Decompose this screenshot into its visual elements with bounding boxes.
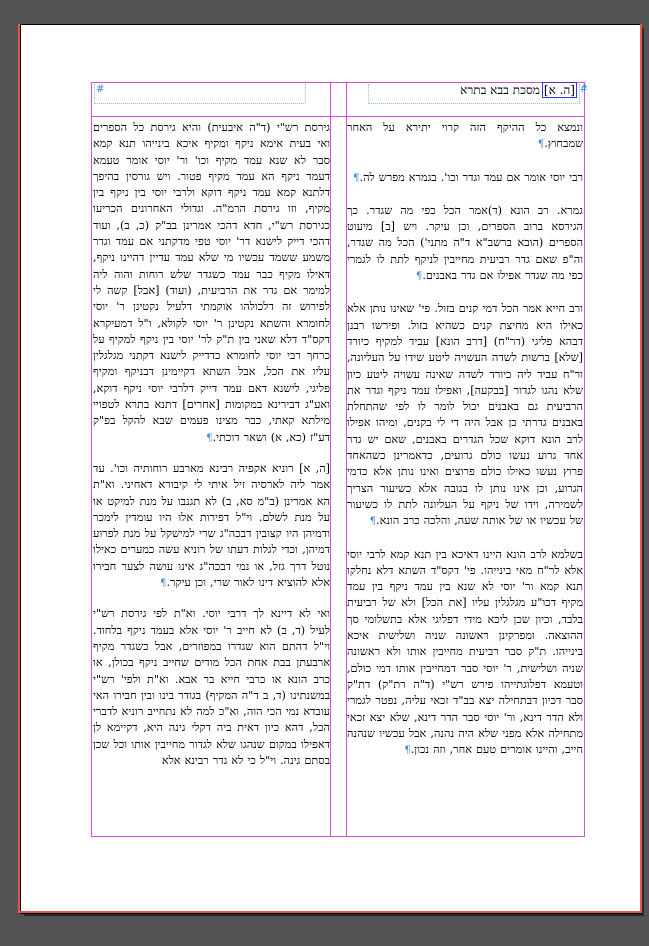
bleed-guide-bottom — [18, 911, 642, 913]
pilcrow-icon: ¶ — [160, 578, 167, 590]
paragraph: רבי יוסי אומר אם עמד וגדר וכו'. בגמרא מפרש לה.¶ — [353, 170, 583, 184]
text-column-right[interactable] — [347, 120, 583, 820]
pilcrow-icon: ¶ — [537, 139, 545, 151]
column-guide-left — [330, 82, 331, 836]
paragraph: גמרא. רב הונא (ד)אמר הכל כפי מה שגדר. כך הגירסא ברוב הספרים, וכן עיקר. ויש [ב] מיעוט הספרים (הובא ברשב"א ד"ה מתני') הכל מה שגדר, וה"פ שאם גדר רביעית מחייבין לניקף לתת לו לגמרי כפי מה שגדר אפילו אם גדר באבנים.¶ — [347, 203, 583, 283]
running-header-title — [460, 83, 577, 97]
paragraph: בשלמא לרב הונא היינו דאיכא בין תנא קמא לרבי יוסי אלא לר"ח מאי בינייהו. פי' דקס"ד השתא דלא נחלקו תנא קמא ור' יוסי לא שנא בין עמד ניקף בין עמד מקיף דכו"ע מגלגלין עליו [את הכל] ולא של רביעית בלבד, וכיון שכן ליכא מידי דפליגי אלא בתשלומי סך ההוצאה. ומפרקינן ראשונה שניה ושלישית איכא בינייהו. ת"ק סבר רביעית מחייבין אותו ולא ראשונה שניה ושלישית, ר' יוסי סבר דמחייבין אותו דמי כולם, וטעמא דפלוגתייהו פירש רש"י (ד"ה רת"ק) דת"ק סבר דכיון דבתחילה יצא בב"ד זכאי עליה, נפטר לגמרי ולא הדר דינא, ור' יוסי סבר הדר דינא, שלא יצא זכאי מתחילה אלא מפני שלא היה נהנה, אבל עכשיו שנהנה חייב, והיינו אומרים טעם אחר, וזה נכון.¶ — [347, 547, 583, 757]
paragraph: ורב חייא אמר הכל דמי קנים בזול. פי' שאינו נותן אלא כאילו היא מחיצת קנים כשהיא בזול. ופירשו רבנן דבהא פליגי (דר"ח) [דרב הונא] עביד למקיף כיורד [שלא] ברשות לשדה העשויה ליטע שידו על העליונה, ור"ח עביד ליה כיורד לשדה שאינה עשויה ליטע כיון שלא נהגו לגדור [בבקעה], ואפילו עמד ניקף וגדר את הרביעית גם באבנים יכול לומר לו לפי שהתחלת באבנים גדרתי כן אבל היה די לי בקנים, ומיהו אפילו לרב הונא דוקא שכל הגדרים באבנים, שאם יש גדר אחד גרוע נעשו כולם גרועים, כדאמרינן כשהאחד פרוץ נעשו כאילו כולם פרוצים ואינו נותן אלא כדמי הגרוע, וכן אינו נותן לו בגובה אלא כשיעור הצריך לשמירה, וידו של ניקף על העליונה לתת לו כשיעור של עכשיו או של אותה שעה, והלכה כרב הונא.¶ — [347, 302, 583, 528]
paragraph: [ה, א] רוניא אקפיה רבינא מארבע רוחותיה וכו'. עד אמר ליה לארסיה זיל איתי לי קיבורא דאחיני. וא"ת הא אמרינן (ב"מ סא, ב) לא תגנבו על מנת למיקט או על מנת לשלם. וי"ל דפירות אלו היו עומדין לימכר ודמיהן היו קצובין דבכה"ג שרי למישקל על מנת לפרוע דמיהן, וכדי לגלות דעתו של רוניא עשה כמערים כאילו נוטל דרך גזל, או נמי דבכה"ג אינו עושה לצער חבירו אלא להוציא דינו לאור שרי, וכן עיקר.¶ — [93, 461, 330, 590]
text-column-left[interactable] — [93, 120, 330, 820]
pilcrow-icon: ¶ — [353, 172, 360, 184]
bleed-guide-left — [18, 24, 20, 912]
folio-marker: [ה. א] — [543, 83, 575, 97]
pilcrow-icon: ¶ — [206, 432, 213, 444]
margin-guide-bottom — [91, 836, 585, 837]
tractate-name: מסכת בבא בתרא — [460, 83, 540, 97]
paragraph: גירסת רש"י (ד"ה איבעית) והיא גירסת כל הספרים ואי בעית אימא ניקף ומקיף איכא בינייהו תנא קמא סבר לא שנא עמד מקיף וכו' ור' יוסי אומר טעמא דעמד ניקף הא עמד מקיף פטור. ויש גורסין בהיפך דלתנא קמא עמד ניקף דוקא ולרבי יוסי בין ניקף בין מקיף, וזו גירסת הרמ"ה. וגדולי האחרונים הכריעו כגירסת רש"י, חדא דהכי אמרינן בב"ק (כ, ב), ועוד דהכי דייק לישנא דר' יוסי טפי מדקתני אם עמד וגדר משמע ששמד עכשיו מי שלא עמד עדיין דהיינו ניקף, דאילו מקיף כבר עמד כשגדר שלש רוחות והוה ליה למימר אם גדר את הרביעית, (ועוד) [אבל] קשה לי לפירוש זה דלכולהו אוקמתי דלעיל נקטינן ר' יוסי לחומרא והשתא נקטינן ר' יוסי לקולא, ו"ל דמעיקרא דקס"ד דלא שאני בין ת"ק לר' יוסי בין ניקף למקיף על כרחך רבי יוסי לחומרא כדדייק לישנא דקתני מגלגלין עליו את הכל, אבל השתא דקיימינן דבניקף ומקיף פליגי, לישנא דאם עמד דייק דלרבי יוסי ניקף דוקא, ואע"ג דבירינא במקומות [אחרים] דתנא בתרא לטפויי מילתא קאתי, כבר מצינו פעמים שבא להקל בפ"ק דע"ז (כא, א) ושאר דוכתי.¶ — [93, 121, 330, 444]
bleed-guide-right — [640, 24, 642, 913]
paragraph: ואי לא דיינא לך דרבי יוסי. וא"ת לפי גירסת רש"י לעיל (ד, ב) לא חייב ר' יוסי אלא בעמד ניקף בלחוד. וי"ל דהתם הוא שגדרו במפוזרים, אבל כשגדר מקיף ארבעתן בבת אחת הכל מודים שחייב ניקף בכולן, או כרב הונא או כרבי חייא בר אבא. וא"ת ולפי' רש"י במשנתינו (ד, ב ד"ה המקיף) בגודר בינו ובין חבירו האי עובדא נמי הכי הוה, וא"כ למה לא נתחייב רוניא לדברי הכל, דהא כיון דאית ביה דקלי גינה היא, דקיימא לן דאפילו במקום שנהגו שלא לגדור מחייבין אותו וכל שכן בסתם גינה. וי"ל כי לא גדר רבינא אלא — [93, 607, 330, 767]
text-guide-top — [91, 116, 585, 117]
running-header-right[interactable] — [368, 83, 588, 104]
pilcrow-icon: ¶ — [369, 516, 377, 528]
paragraph: ונמצא כל ההיקף הזה קרוי יתירא על האחר שמבחוץ.¶ — [347, 121, 583, 151]
pilcrow-icon: ¶ — [415, 271, 423, 283]
margin-guide-left — [91, 82, 92, 836]
pilcrow-icon: ¶ — [404, 745, 411, 757]
hidden-character-end-icon: # — [579, 84, 588, 95]
margin-guide-right — [584, 82, 585, 836]
hidden-character-end-icon: # — [96, 84, 105, 95]
running-header-left[interactable] — [94, 84, 306, 104]
